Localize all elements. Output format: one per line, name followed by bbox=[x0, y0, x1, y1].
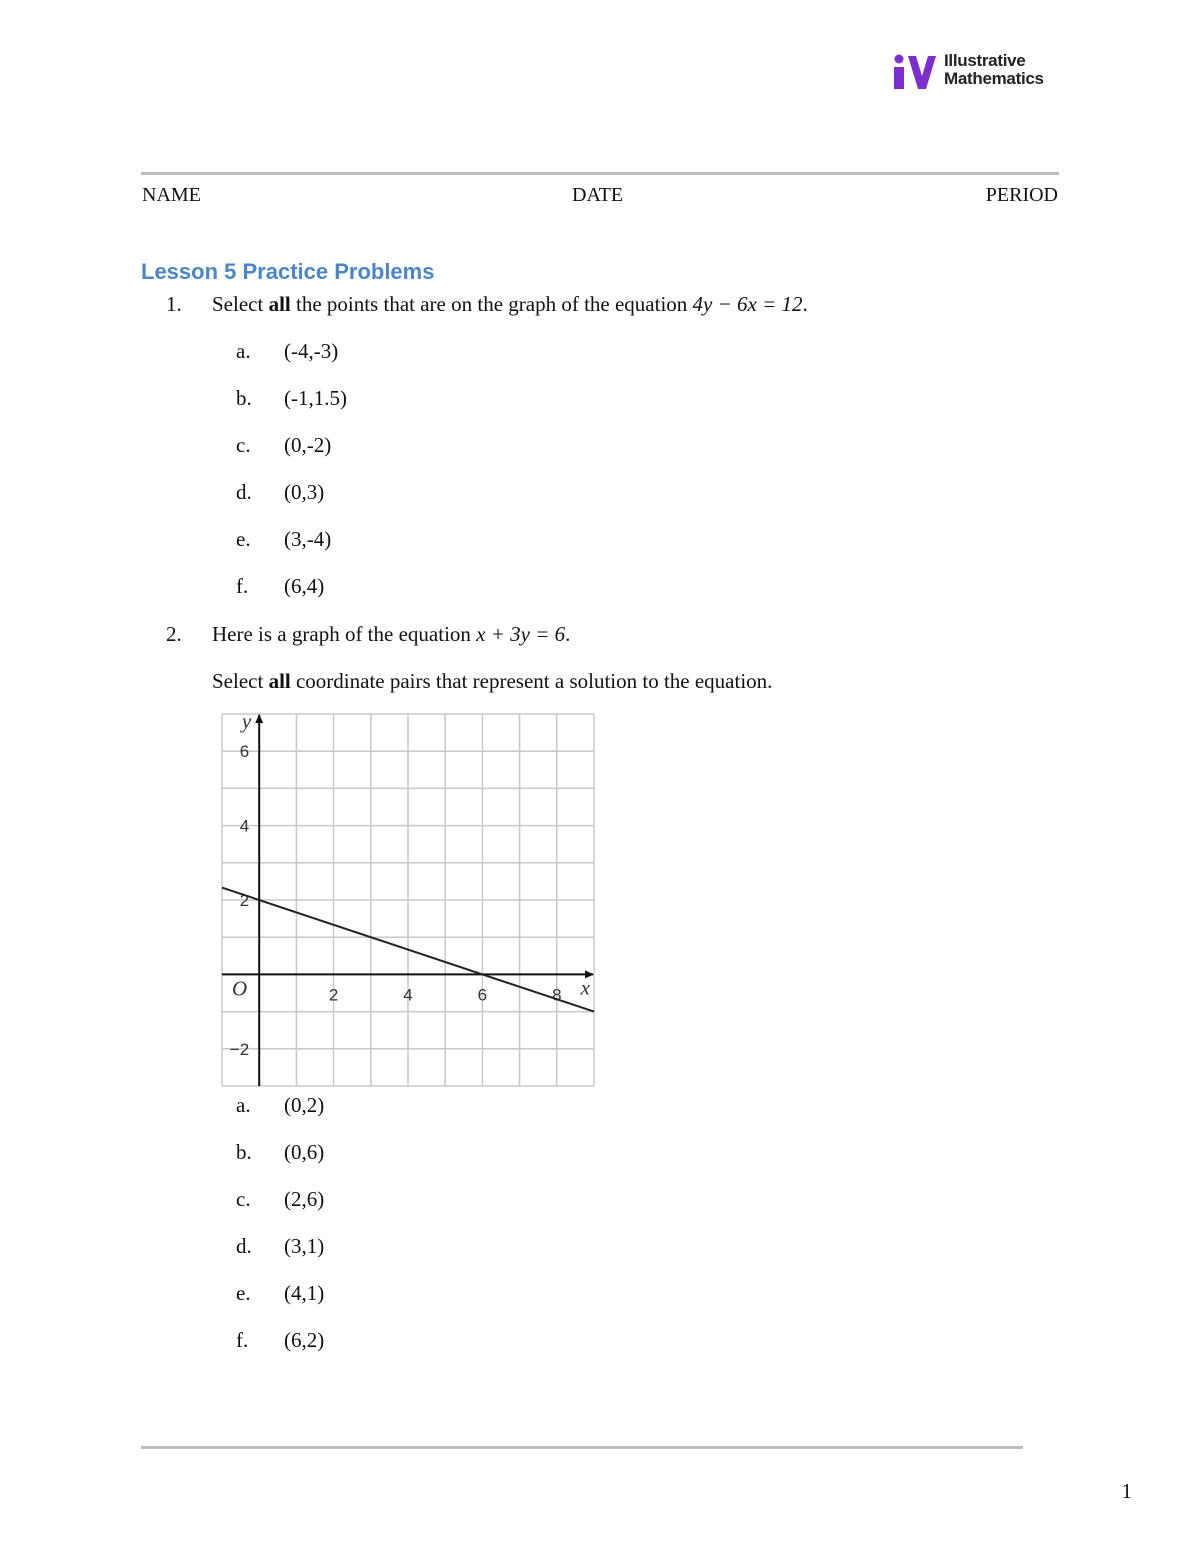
option-value: (6,4) bbox=[284, 574, 325, 598]
equation-graph bbox=[212, 708, 602, 1092]
header-rule bbox=[141, 172, 1059, 175]
q1-prompt-end: . bbox=[802, 292, 808, 316]
logo-line-1: Illustrative bbox=[944, 51, 1026, 70]
y-tick-label: 4 bbox=[239, 816, 250, 836]
option-letter: c. bbox=[236, 1187, 251, 1211]
q2-prompt-end: . bbox=[565, 622, 571, 646]
y-tick-label: 6 bbox=[239, 742, 250, 762]
x-tick-label: 6 bbox=[477, 985, 488, 1005]
q1-prompt-post: the points that are on the graph of the equation bbox=[290, 292, 693, 316]
question-2-prompt bbox=[212, 622, 570, 647]
tick-labels bbox=[230, 709, 591, 1059]
y-axis-arrow bbox=[255, 714, 263, 723]
option-letter: c. bbox=[236, 433, 251, 457]
page-number: 1 bbox=[1121, 1479, 1132, 1503]
option-value: (0,3) bbox=[284, 480, 325, 504]
x-tick-label: 4 bbox=[403, 985, 413, 1005]
y-tick-label: −2 bbox=[229, 1039, 250, 1059]
q2-sub-pre: Select bbox=[212, 669, 269, 693]
option-letter: b. bbox=[236, 386, 252, 410]
illustrative-mathematics-logo bbox=[892, 52, 1062, 92]
period-label: PERIOD bbox=[985, 184, 1058, 206]
im-logo-icon bbox=[892, 54, 938, 90]
q2-equation: x + 3y = 6 bbox=[476, 622, 566, 646]
name-label: NAME bbox=[142, 184, 201, 206]
y-axis-label: y bbox=[241, 709, 252, 733]
question-2-subprompt bbox=[212, 669, 772, 694]
option-value: (0,-2) bbox=[284, 433, 332, 457]
option-value: (3,1) bbox=[284, 1234, 325, 1258]
origin-label: O bbox=[232, 976, 248, 1001]
date-label: DATE bbox=[572, 184, 624, 206]
question-2-number: 2. bbox=[166, 622, 182, 646]
footer-rule bbox=[141, 1446, 1023, 1449]
option-value: (3,-4) bbox=[284, 527, 332, 551]
question-1-number: 1. bbox=[166, 292, 182, 316]
option-value: (-1,1.5) bbox=[284, 386, 347, 410]
x-tick-label: 8 bbox=[552, 985, 562, 1005]
option-letter: a. bbox=[236, 339, 251, 363]
option-value: (6,2) bbox=[284, 1328, 325, 1352]
q1-prompt-pre: Select bbox=[212, 292, 269, 316]
q2-sub-bold: all bbox=[268, 669, 291, 693]
y-tick-label: 2 bbox=[239, 891, 250, 910]
option-letter: d. bbox=[236, 480, 252, 504]
q1-prompt-bold: all bbox=[268, 292, 291, 316]
x-tick-label: 2 bbox=[328, 985, 339, 1005]
question-1-prompt bbox=[212, 292, 808, 317]
q2-sub-post: coordinate pairs that represent a solution to the equation. bbox=[290, 669, 773, 693]
logo-line-2: Mathematics bbox=[944, 69, 1044, 88]
option-letter: e. bbox=[236, 1281, 251, 1305]
q1-equation: 4y − 6x = 12 bbox=[692, 292, 803, 316]
option-letter: f. bbox=[236, 574, 249, 598]
grid bbox=[222, 714, 594, 1086]
option-value: (2,6) bbox=[284, 1187, 325, 1211]
option-value: (-4,-3) bbox=[284, 339, 339, 363]
option-value: (0,2) bbox=[284, 1093, 325, 1117]
option-letter: a. bbox=[236, 1093, 251, 1117]
option-value: (4,1) bbox=[284, 1281, 325, 1305]
option-letter: e. bbox=[236, 527, 251, 551]
lesson-title: Lesson 5 Practice Problems bbox=[141, 259, 435, 284]
option-letter: f. bbox=[236, 1328, 249, 1352]
option-value: (0,6) bbox=[284, 1140, 325, 1164]
x-axis-label: x bbox=[580, 975, 590, 1000]
q2-prompt-pre: Here is a graph of the equation bbox=[212, 622, 477, 646]
option-letter: d. bbox=[236, 1234, 252, 1258]
option-letter: b. bbox=[236, 1140, 252, 1164]
logo-text bbox=[944, 52, 1044, 88]
